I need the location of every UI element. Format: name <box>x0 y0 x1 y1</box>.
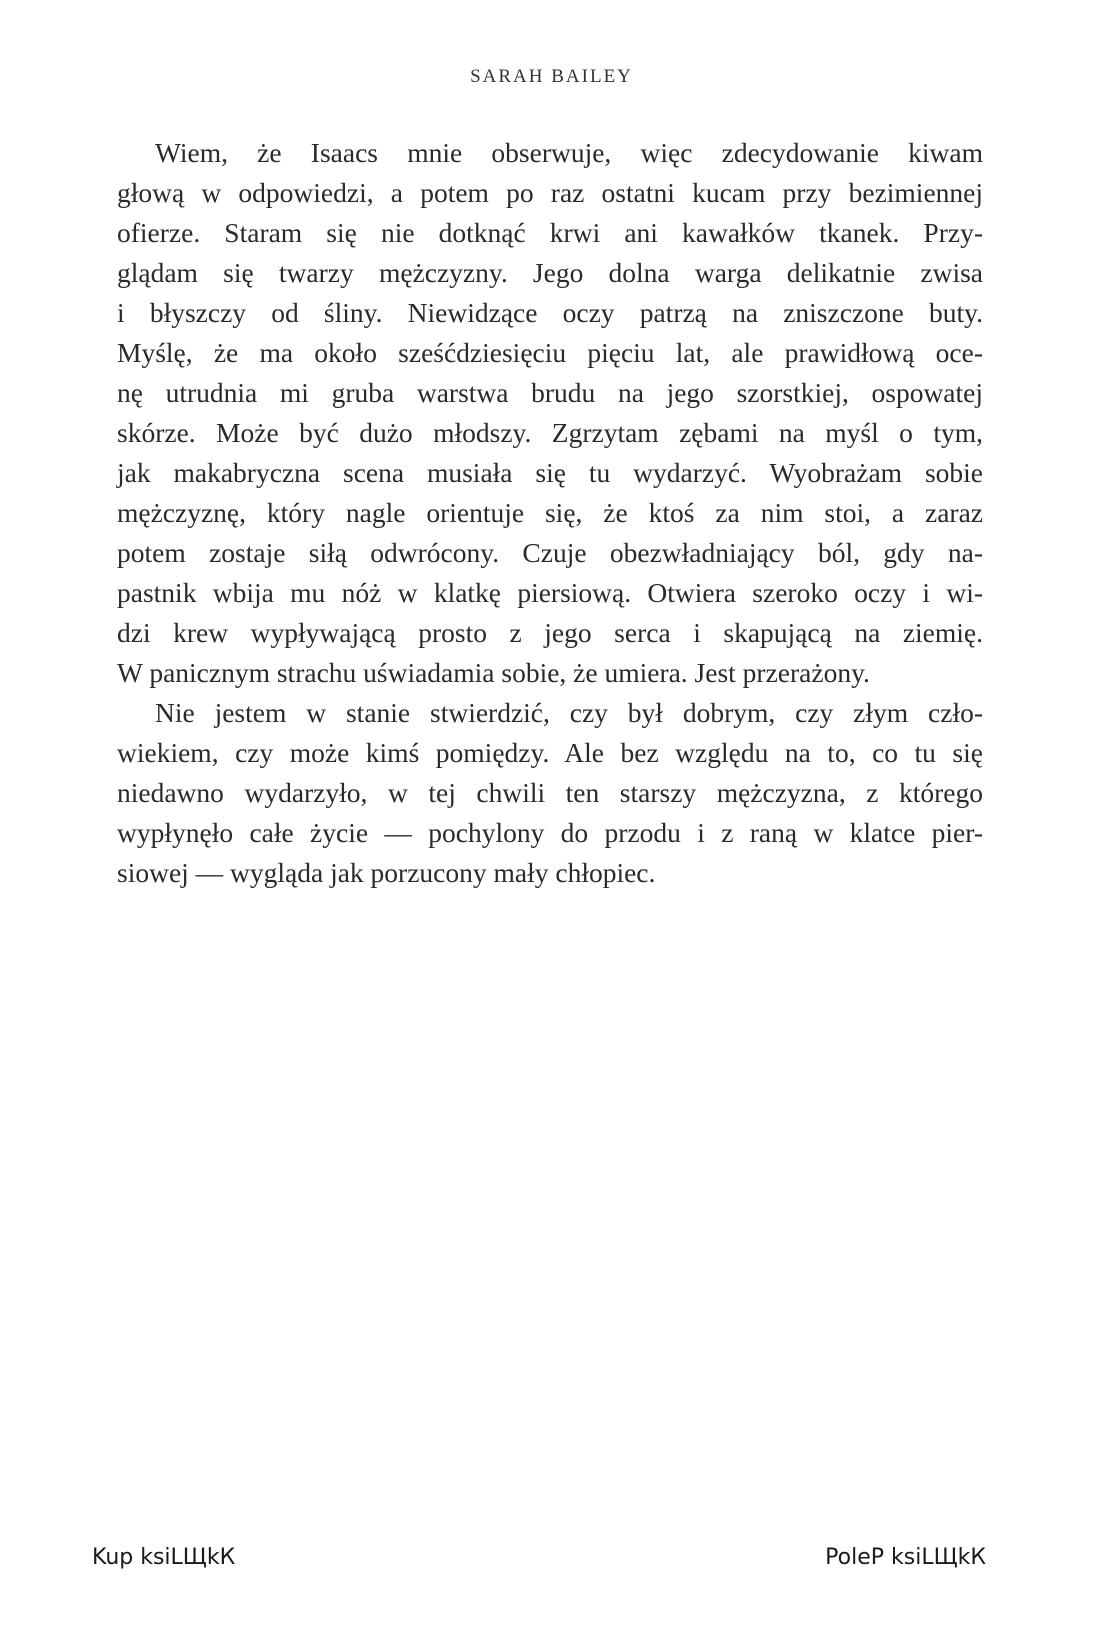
text-line: wypłynęło całe życie — pochylony do przodu i z raną w klatce pier- <box>117 817 983 848</box>
text-line: mężczyznę, który nagle orientuje się, że ktoś za nim stoi, a zaraz <box>117 497 983 528</box>
text-line: skórze. Może być dużo młodszy. Zgrzytam zębami na myśl o tym, <box>117 417 983 448</box>
text-line: Myślę, że ma około sześćdziesięciu pięciu lat, ale prawidłową oce- <box>117 337 983 368</box>
text-line: głową w odpowiedzi, a potem po raz ostatni kucam przy bezimiennej <box>117 177 983 208</box>
text-line: Wiem, że Isaacs mnie obserwuje, więc zdecydowanie kiwam <box>155 137 983 168</box>
paragraph <box>117 133 983 693</box>
book-text <box>117 133 983 893</box>
text-line: W panicznym strachu uświadamia sobie, że umiera. Jest przerażony. <box>117 657 870 688</box>
text-line: jak makabryczna scena musiała się tu wydarzyć. Wyobrażam sobie <box>117 457 983 488</box>
paragraph <box>117 693 983 893</box>
text-line: wiekiem, czy może kimś pomiędzy. Ale bez względu na to, co tu się <box>117 737 983 768</box>
running-header: SARAH BAILEY <box>470 66 633 87</box>
text-line: nę utrudnia mi gruba warstwa brudu na jego szorstkiej, ospowatej <box>117 377 983 408</box>
text-line: Nie jestem w stanie stwierdzić, czy był dobrym, czy złym czło- <box>155 697 983 728</box>
more-about-book-link[interactable]: PoleP ksiLЩkК <box>825 1545 986 1570</box>
text-line: potem zostaje siłą odwrócony. Czuje obezwładniający ból, gdy na- <box>117 537 983 568</box>
text-line: i błyszczy od śliny. Niewidzące oczy patrzą na zniszczone buty. <box>117 297 983 328</box>
text-line: glądam się twarzy mężczyzny. Jego dolna warga delikatnie zwisa <box>117 257 983 288</box>
text-line: pastnik wbija mu nóż w klatkę piersiową. Otwiera szeroko oczy i wi- <box>117 577 983 608</box>
text-line: dzi krew wypływającą prosto z jego serca i skapującą na ziemię. <box>117 617 983 648</box>
text-line: niedawno wydarzyło, w tej chwili ten starszy mężczyzna, z którego <box>117 777 983 808</box>
text-line: ofierze. Staram się nie dotknąć krwi ani kawałków tkanek. Przy- <box>117 217 983 248</box>
text-line: siowej — wygląda jak porzucony mały chłopiec. <box>117 857 656 888</box>
buy-book-link[interactable]: Kup ksiLЩkК <box>92 1545 236 1570</box>
